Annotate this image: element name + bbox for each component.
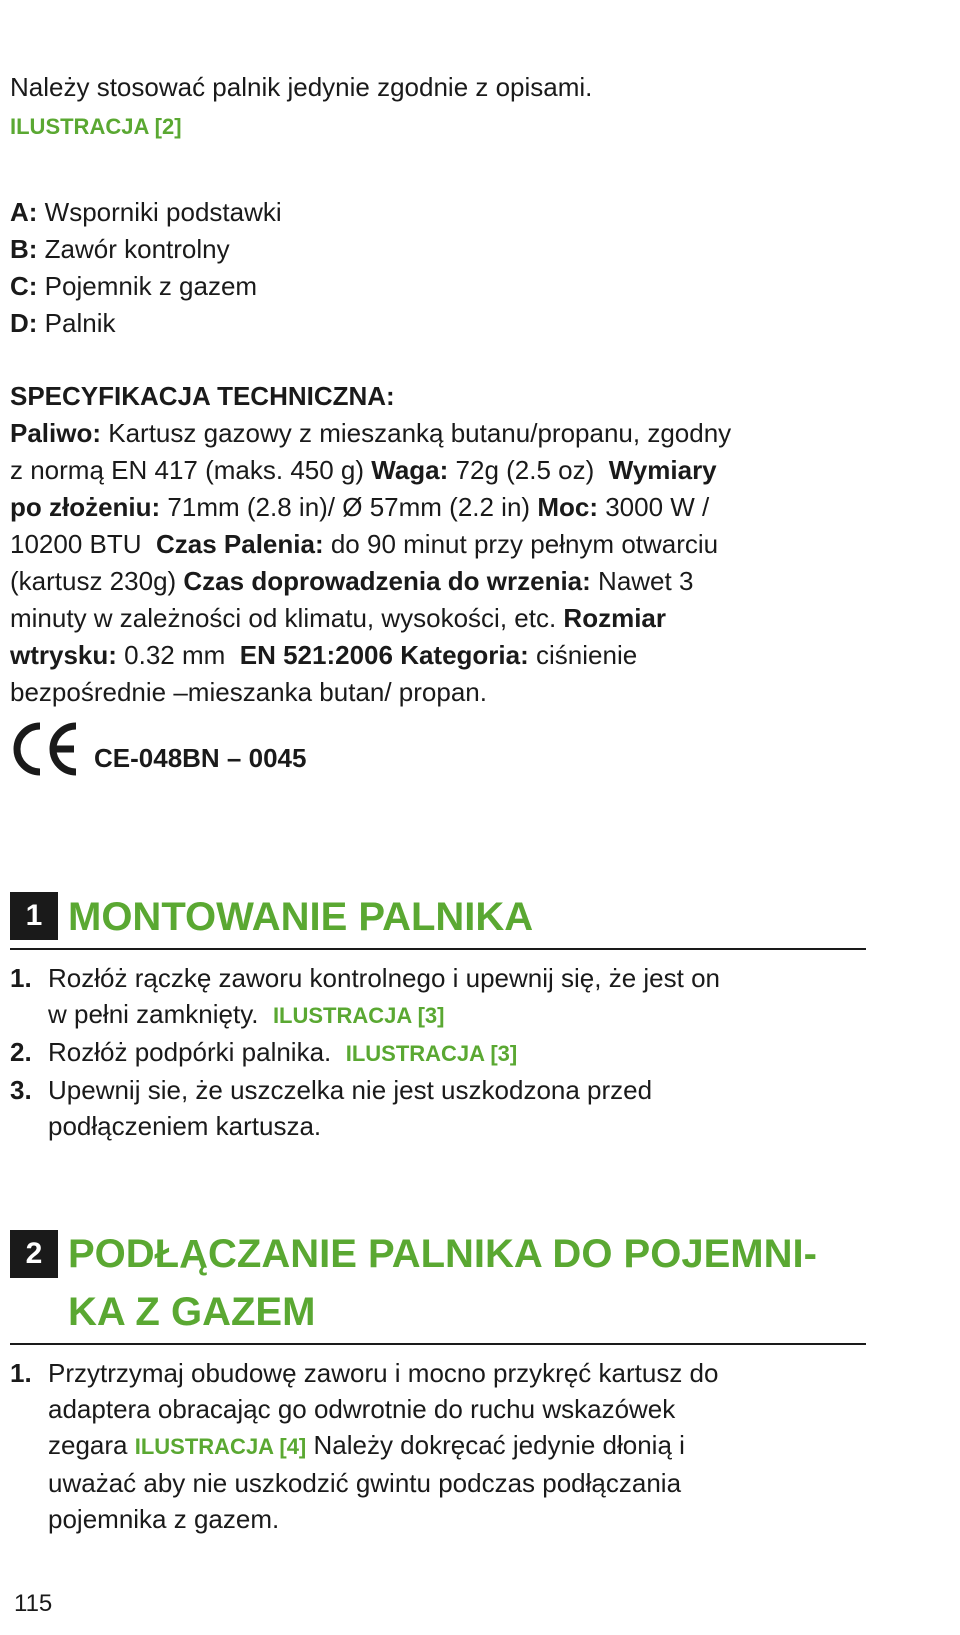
bold-term: Rozmiar <box>563 603 666 633</box>
section-1-header <box>10 888 866 950</box>
bold-term: po złożeniu: <box>10 492 161 522</box>
list-item-line <box>48 1427 870 1465</box>
spec-line <box>10 674 870 711</box>
bold-term: Czas doprowadzenia do wrzenia: <box>183 566 591 596</box>
text-run: do 90 minut przy pełnym otwarciu <box>323 529 719 559</box>
intro-block <box>10 69 870 146</box>
text-run: podłączeniem kartusza. <box>48 1111 322 1141</box>
list-item <box>10 960 870 1034</box>
text-run: (kartusz 230g) <box>10 566 184 596</box>
text-run: 0.32 mm <box>116 640 240 670</box>
illustration-ref: ILUSTRACJA [3] <box>345 1041 518 1066</box>
list-item-line <box>48 1391 870 1427</box>
list-item-text <box>48 960 870 1034</box>
text-run: Rozłóż podpórki palnika. <box>48 1037 346 1067</box>
list-item-line <box>48 1072 870 1108</box>
list-item-number: 3. <box>10 1075 32 1105</box>
text-run: pojemnika z gazem. <box>48 1504 280 1534</box>
ce-row <box>10 722 870 776</box>
list-item-number: 2. <box>10 1037 32 1067</box>
list-item-line <box>48 1034 870 1072</box>
text-run: Nawet 3 <box>590 566 694 596</box>
list-item-number: 1. <box>10 963 32 993</box>
section-2-list <box>10 1355 870 1537</box>
text-run: uważać aby nie uszkodzić gwintu podczas podłączania <box>48 1468 682 1498</box>
list-item-text <box>48 1355 870 1537</box>
text-run: Rozłóż rączkę zaworu kontrolnego i upewnij się, że jest on <box>48 963 721 993</box>
bold-term: wtrysku: <box>10 640 117 670</box>
ce-mark-icon <box>10 722 82 776</box>
spec-text <box>10 415 870 711</box>
list-item-line <box>48 996 870 1034</box>
text-run: w pełni zamknięty. <box>48 999 273 1029</box>
text-run: 10200 BTU <box>10 529 156 559</box>
section-1-title: MONTOWANIE PALNIKA <box>68 895 534 939</box>
list-item-line <box>48 1355 870 1391</box>
text-run: bezpośrednie –mieszanka butan/ propan. <box>10 677 487 707</box>
illustration-ref: ILUSTRACJA [2] <box>10 114 182 139</box>
spec-heading: SPECYFIKACJA TECHNICZNA: <box>10 381 395 411</box>
list-item-number: 1. <box>10 1358 32 1388</box>
bold-term: Paliwo: <box>10 418 102 448</box>
page-number: 115 <box>14 1590 53 1617</box>
spec-block <box>10 378 870 711</box>
spec-line <box>10 637 870 674</box>
spec-line <box>10 563 870 600</box>
text-run: z normą EN 417 (maks. 450 g) <box>10 455 372 485</box>
text-run: Upewnij sie, że uszczelka nie jest uszkodzona przed <box>48 1075 653 1105</box>
bold-term: EN 521:2006 Kategoria: <box>239 640 529 670</box>
text-run: minuty w zależności od klimatu, wysokości, etc. <box>10 603 564 633</box>
spec-line <box>10 526 870 563</box>
text-run: Kartusz gazowy z mieszanką butanu/propanu, zgodny <box>101 418 732 448</box>
section-2-title-line1: PODŁĄCZANIE PALNIKA DO POJEMNI- <box>68 1232 817 1276</box>
bold-term: Czas Palenia: <box>155 529 324 559</box>
bold-term: Wymiary <box>608 455 717 485</box>
spec-line <box>10 600 870 637</box>
list-item-text <box>48 1034 870 1072</box>
text-run: adaptera obracając go odwrotnie do ruchu wskazówek <box>48 1394 676 1424</box>
bold-term: Moc: <box>537 492 598 522</box>
part-a: A: Wsporniki podstawki <box>10 197 282 227</box>
text-run: ciśnienie <box>528 640 638 670</box>
text-run: 71mm (2.8 in)/ Ø 57mm (2.2 in) <box>160 492 538 522</box>
part-c: C: Pojemnik z gazem <box>10 271 258 301</box>
text-run: 72g (2.5 oz) <box>448 455 609 485</box>
part-b: B: Zawór kontrolny <box>10 234 230 264</box>
section-1-number: 1 <box>10 892 58 940</box>
list-item <box>10 1355 870 1537</box>
text-run: Należy dokręcać jedynie dłonią i <box>306 1430 685 1460</box>
list-item-line <box>48 1501 870 1537</box>
list-item <box>10 1034 870 1072</box>
intro-text: Należy stosować palnik jedynie zgodnie z opisami. <box>10 72 593 102</box>
illustration-ref: ILUSTRACJA [4] <box>134 1434 307 1459</box>
bold-term: Waga: <box>371 455 449 485</box>
parts-list <box>10 194 870 342</box>
text-run: Przytrzymaj obudowę zaworu i mocno przykręć kartusz do <box>48 1358 719 1388</box>
section-2-header <box>10 1225 866 1345</box>
text-run: zegara <box>48 1430 135 1460</box>
section-1-list <box>10 960 870 1144</box>
section-2-title-line2: KA Z GAZEM <box>68 1290 316 1334</box>
part-d: D: Palnik <box>10 308 116 338</box>
text-run: 3000 W / <box>597 492 710 522</box>
list-item-text <box>48 1072 870 1144</box>
spec-line <box>10 452 870 489</box>
spec-line <box>10 415 870 452</box>
list-item <box>10 1072 870 1144</box>
list-item-line <box>48 960 870 996</box>
list-item-line <box>48 1465 870 1501</box>
spec-line <box>10 489 870 526</box>
ce-code: CE-048BN – 0045 <box>94 743 307 773</box>
list-item-line <box>48 1108 870 1144</box>
section-2-number: 2 <box>10 1230 58 1278</box>
illustration-ref: ILUSTRACJA [3] <box>272 1003 445 1028</box>
